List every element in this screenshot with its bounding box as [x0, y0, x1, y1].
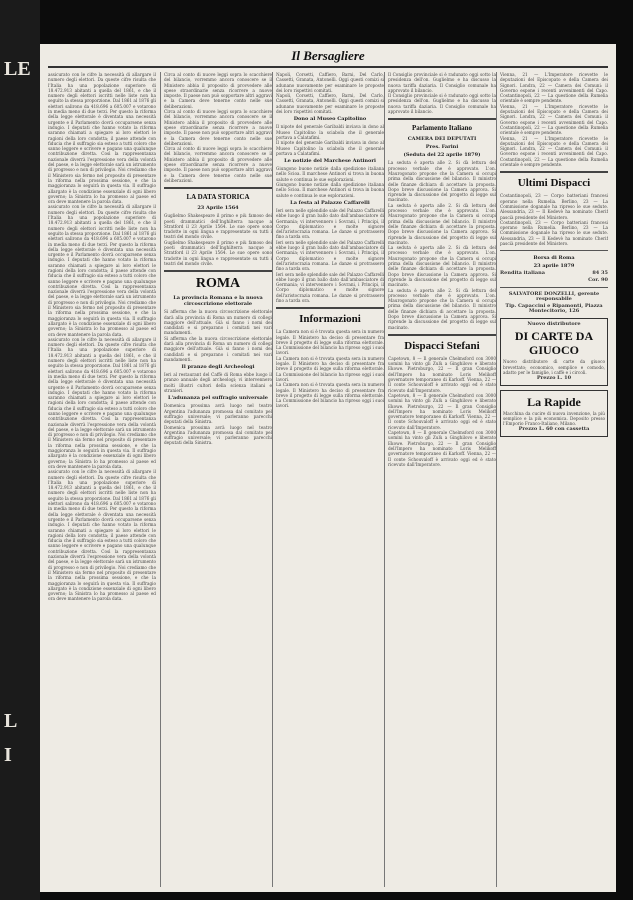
roma-headline: Il pranzo degli Archeologi [181, 364, 255, 371]
article-body: Il nipote del generale Garibaldi inviava in dono al Museo Capitolino la sciabola che il generale portava a Calatafimi. [276, 124, 384, 140]
storica-date: 23 Aprile 1564 [197, 205, 239, 212]
ultimi-dispacci-title: Ultimi Dispacci [517, 177, 591, 190]
borsa-title: Borsa di Roma [533, 255, 575, 262]
article-body: Ieri sera nelle splendide sale del Palazzo Caffarelli ebbe luogo il gran ballo dato dall'ambasciatore di Germania; vi intervennero i Sovrani, i Principi, il Corpo diplomatico e molte signore dell'aristocrazia romana. Le danze si protrassero fino a tarda ora. [276, 239, 384, 272]
advert-body: Macchina da cucire di nuova invenzione, la più semplice e la più economica. Deposito presso l'Emporio Franco-Italiano, Milano. [503, 410, 605, 427]
article-body: Circa al conto di nuove leggi sopra lo scacchiere del bilancio, vorremmo ancora conoscere se il Ministero abbia il proposito di provvedere alle spese straordinarie senza ricorrere a nuove imposte. Il paese non può sopportare altri aggravi e la Camera deve tenerne conto nelle sue deliberazioni. [164, 109, 272, 146]
article-body: Il Consiglio provinciale si è radunato oggi sotto la presidenza dell'on. Guglielmo e ha discusso la nuova tariffa daziaria. Il Consiglio comunale ha approvato il bilancio. [388, 72, 496, 93]
article-body: Ieri sera nelle splendide sale del Palazzo Caffarelli ebbe luogo il gran ballo dato dall'ambasciatore di Germania; vi intervennero i Sovrani, i Principi, il Corpo diplomatico e molte signore dell'aristocrazia romana. Le danze si protrassero fino a tarda ora. [276, 207, 384, 240]
advert-rapide [500, 390, 608, 437]
article-body: Il Consiglio provinciale si è radunato oggi sotto la presidenza dell'on. Guglielmo e ha discusso la nuova tariffa daziaria. Il Consiglio comunale ha approvato il bilancio. [388, 93, 496, 115]
roma-body: Si afferma che la nuova circoscrizione elettorale darà alla provincia di Roma un numero di collegi maggiore dell'attuale. Già si fanno i nomi dei candidati e si preparano i comitati nei vari mandamenti. [164, 335, 272, 362]
column-rule [384, 72, 385, 887]
article-body: Vienna, 21 — L'Imperatore ricevette le deputazioni del Episcopato e della Camera dei Signori. Londra, 22 — Camera dei Comuni: il Governo espone i recenti avvenimenti del Capo. Costantinopoli, 22 — La questione della Rumelia orientale è sempre pendente. [500, 135, 608, 168]
article-body: Il nipote del generale Garibaldi inviava in dono al Museo Capitolino la sciabola che il generale portava a Calatafimi. [276, 140, 384, 156]
advert-price: Prezzo L. 60 con cassetta [518, 426, 590, 433]
article-body: Vienna, 21 — L'Imperatore ricevette le deputazioni del Episcopato e della Camera dei Signori. Londra, 22 — Camera dei Comuni: il Governo espone i recenti avvenimenti del Capo. Costantinopoli, 22 — La questione della Rumelia orientale è sempre pendente. [500, 103, 608, 136]
edge-fragment: I [4, 744, 12, 766]
advert-pre: Nuovo distributore [527, 321, 581, 328]
advert-headline: DI CARTE DA GIUOCO [514, 329, 594, 358]
article-body: Giungono buone notizie dalla spedizione italiana nello Scioa. Il marchese Antinori si trova in buona salute e continua le sue esplorazioni. [276, 182, 384, 198]
column-rule [272, 72, 273, 887]
roma-body: Domenica prossima avrà luogo nel teatro Argentina l'adunanza promossa dal comitato pel suffragio universale; vi parleranno parecchi deputati della Sinistra. [164, 424, 272, 446]
article-body: assicurato con le cifre la necessità di allargare il numero degli elettori. Da queste cifre risulta che l'Italia ha una popolazione superiore di 18.472.913 abitanti a quella del 1861, e che il numero degli elettori iscritti nelle liste non ha seguito la stessa proporzione. Dal 1861 al 1876 gli elettori salirono da 418.696 a 605.007 e votarono in media meno di due terzi. Per questo la riforma della legge elettorale è diventata una necessità urgente e il Parlamento dovrà occuparsene senza indugio. I deputati che hanno votato la riforma saranno chiamati a spiegare ai loro elettori le ragioni della loro condotta; il paese attende con fiducia che il suffragio sia esteso a tutti coloro che sanno leggere e scrivere e pagano una qualunque contribuzione diretta. Così la rappresentanza nazionale diverrà l'espressione vera della volontà del paese, e la legge elettorale sarà un istrumento di progresso e non di privilegio. Noi crediamo che il Ministero sia fermo nel proposito di presentare la riforma nella prossima sessione, e che la maggioranza lo seguirà in questa via. Il suffragio allargato è la condizione essenziale di ogni libero governo; la Sinistra lo ha promesso al paese ed ora deve mantenere la parola data. [48, 336, 156, 469]
column-rule [160, 72, 161, 887]
parliament-body: La seduta è aperta alle 2. Si dà lettura del processo verbale che è approvato. L'on. Maurogonato propone che la Camera si occupi prima della discussione del bilancio. Il ministro delle finanze dichiara di accettare la proposta. Dopo breve discussione la Camera approva. Si riprende la discussione del progetto di legge sul macinato. [388, 160, 496, 203]
article-body: Giungono buone notizie dalla spedizione italiana nello Scioa. Il marchese Antinori si trova in buona salute e continua le sue esplorazioni. [276, 166, 384, 182]
article-headline: La festa al Palazzo Caffarelli [290, 199, 370, 206]
column-3 [276, 72, 384, 887]
roma-headline: L'adunanza pel suffragio universale [168, 395, 268, 402]
section-rule [164, 270, 272, 272]
ultimi-body: Costantinopoli, 23 — Corpo batteriani francesi operano nella Rumelia. Berlino, 23 — La Commissione doganale ha ripreso le sue sedute. Alessandria, 23 — Il Kedevè ha nominato Cherif pascià presidente del Ministero. [500, 193, 608, 220]
section-rule [388, 334, 496, 336]
column-4 [388, 72, 496, 887]
storica-body: Guglielmo Shakespeare il primo e più famoso dei poeti drammatici dell'Inghilterra nacque a Stratford il 23 Aprile 1564. Le sue opere sono tradotte in ogni lingua e rappresentate su tutti i teatri del mondo civile. [164, 213, 272, 240]
informazioni-body: La Camera non si è trovata questa sera in numero legale. Il Ministero ha deciso di presentare fra breve il progetto di legge sulla riforma elettorale. La Commissione del bilancio ha ripreso oggi i suoi lavori. [276, 355, 384, 382]
parliament-body: La seduta è aperta alle 2. Si dà lettura del processo verbale che è approvato. L'on. Maurogonato propone che la Camera si occupi prima della discussione del bilancio. Il ministro delle finanze dichiara di accettare la proposta. Dopo breve discussione la Camera approva. Si riprende la discussione del progetto di legge sul macinato. [388, 202, 496, 245]
dispacci-stefani-title: Dispacci Stefani [404, 339, 480, 352]
borsa-quote-cor [500, 278, 608, 283]
borsa-value: 84 35 [592, 270, 608, 277]
article-body: assicurato con le cifre la necessità di allargare il numero degli elettori. Da queste cifre risulta che l'Italia ha una popolazione superiore di 18.472.913 abitanti a quella del 1861, e che il numero degli elettori iscritti nelle liste non ha seguito la stessa proporzione. Dal 1861 al 1876 gli elettori salirono da 418.696 a 605.007 e votarono in media meno di due terzi. Per questo la riforma della legge elettorale è diventata una necessità urgente e il Parlamento dovrà occuparsene senza indugio. I deputati che hanno votato la riforma saranno chiamati a spiegare ai loro elettori le ragioni della loro condotta; il paese attende con fiducia che il suffragio sia esteso a tutti coloro che sanno leggere e scrivere e pagano una qualunque contribuzione diretta. Così la rappresentanza nazionale diverrà l'espressione vera della volontà del paese, e la legge elettorale sarà un istrumento di progresso e non di privilegio. Noi crediamo che il Ministero sia fermo nel proposito di presentare la riforma nella prossima sessione, e che la maggioranza lo seguirà in questa via. Il suffragio allargato è la condizione essenziale di ogni libero governo; la Sinistra lo ha promesso al paese ed ora deve mantenere la parola data. [48, 72, 156, 205]
section-rule [500, 250, 608, 251]
informazioni-body: La Camera non si è trovata questa sera in numero legale. Il Ministero ha deciso di presentare fra breve il progetto di legge sulla riforma elettorale. La Commissione del bilancio ha ripreso oggi i suoi lavori. [276, 329, 384, 356]
parliament-date: (Seduta del 22 aprile 1879) [403, 152, 481, 159]
storica-body: Guglielmo Shakespeare il primo e più famoso dei poeti drammatici dell'Inghilterra nacque a Stratford il 23 Aprile 1564. Le sue opere sono tradotte in ogni lingua e rappresentate su tutti i teatri del mondo civile. [164, 239, 272, 266]
parliament-president: Pres. Farini [425, 144, 459, 151]
advert-headline: La Rapide [527, 394, 581, 409]
roma-body: Domenica prossima avrà luogo nel teatro Argentina l'adunanza promossa dal comitato pel suffragio universale; vi parleranno parecchi deputati della Sinistra. [164, 403, 272, 425]
advert-carte [500, 318, 608, 385]
edge-fragment: L [4, 710, 18, 732]
borsa-quote [500, 271, 608, 276]
adjacent-page-edge [0, 0, 40, 900]
article-body: Circa al conto di nuove leggi sopra lo scacchiere del bilancio, vorremmo ancora conoscere se il Ministero abbia il proposito di provvedere alle spese straordinarie senza ricorrere a nuove imposte. Il paese non può sopportare altri aggravi e la Camera deve tenerne conto nelle sue deliberazioni. [164, 146, 272, 183]
article-body: Ieri sera nelle splendide sale del Palazzo Caffarelli ebbe luogo il gran ballo dato dall'ambasciatore di Germania; vi intervennero i Sovrani, i Principi, il Corpo diplomatico e molte signore dell'aristocrazia romana. Le danze si protrassero fino a tarda ora. [276, 271, 384, 303]
parliament-subtitle: CAMERA DEI DEPUTATI [407, 136, 477, 143]
section-rule [500, 287, 608, 288]
roma-body: Si afferma che la nuova circoscrizione elettorale darà alla provincia di Roma un numero di collegi maggiore dell'attuale. Già si fanno i nomi dei candidati e si preparano i comitati nei vari mandamenti. [164, 309, 272, 336]
storica-title: LA DATA STORICA [186, 193, 250, 202]
advert-body: Nuovo distributore di carte da giuoco brevettato; economico, semplice e comodo, adatto per le famiglie, i caffè e i circoli. [503, 359, 605, 375]
column-1 [48, 72, 156, 887]
column-5 [500, 72, 608, 887]
gerente-line: SALVATORE DONZELLI, gerente responsabile [508, 290, 600, 303]
parliament-body: La seduta è aperta alle 2. Si dà lettura del processo verbale che è approvato. L'on. Maurogonato propone che la Camera si occupi prima della discussione del bilancio. Il ministro delle finanze dichiara di accettare la proposta. Dopo breve discussione la Camera approva. Si riprende la discussione del progetto di legge sul macinato. [388, 287, 496, 330]
dispacci-body: Capetown, 8 — Il generale Chelmsford con 3000 uomini ha vinto gli Zulù a Ginghilovo e liberato Ekowe. Pietroburgo, 22 — Il gran Consiglio dell'Impero ha nominato Loris Melikoff governatore temporaneo di Karkoff. Vienna, 22 — Il conte Schouvaloff è arrivato oggi ed è stato ricevuto dall'Imperatore. [388, 430, 496, 467]
printer-line: Tip. Capaccini e Ripamonti, Piazza Montecitorio, 126 [505, 302, 603, 314]
edge-fragment: LE [4, 58, 31, 80]
section-rule [276, 307, 384, 309]
borsa-cor: Cor. 90 [588, 276, 608, 283]
article-headline: Dono al Museo Capitolino [293, 116, 367, 123]
borsa-date: 23 aprile 1879 [533, 263, 575, 270]
article-body: Napoli, Corsetti, Caffiero, Barni, Del Carlo, Cassetti, Granata, Antonelli. Oggi questi comizi si adunano nuovamente per esaminare le proposte dei loro rispettivi comitati. [276, 72, 384, 93]
masthead-rule [48, 66, 608, 68]
newspaper-page [40, 44, 616, 892]
informazioni-title: Informazioni [299, 313, 361, 326]
section-rule [388, 118, 496, 120]
parliament-title: Parlamento Italiano [411, 124, 473, 133]
parliament-body: La seduta è aperta alle 2. Si dà lettura del processo verbale che è approvato. L'on. Maurogonato propone che la Camera si occupi prima della discussione del bilancio. Il ministro delle finanze dichiara di accettare la proposta. Dopo breve discussione la Camera approva. Si riprende la discussione del progetto di legge sul macinato. [388, 245, 496, 288]
article-headline: Le notizie del Marchese Antinori [284, 158, 376, 165]
article-body: assicurato con le cifre la necessità di allargare il numero degli elettori. Da queste cifre risulta che l'Italia ha una popolazione superiore di 18.472.913 abitanti a quella del 1861, e che il numero degli elettori iscritti nelle liste non ha seguito la stessa proporzione. Dal 1861 al 1876 gli elettori salirono da 418.696 a 605.007 e votarono in media meno di due terzi. Per questo la riforma della legge elettorale è diventata una necessità urgente e il Parlamento dovrà occuparsene senza indugio. I deputati che hanno votato la riforma saranno chiamati a spiegare ai loro elettori le ragioni della loro condotta; il paese attende con fiducia che il suffragio sia esteso a tutti coloro che sanno leggere e scrivere e pagano una qualunque contribuzione diretta. Così la rappresentanza nazionale diverrà l'espressione vera della volontà del paese, e la legge elettorale sarà un istrumento di progresso e non di privilegio. Noi crediamo che il Ministero sia fermo nel proposito di presentare la riforma nella prossima sessione, e che la maggioranza lo seguirà in questa via. Il suffragio allargato è la condizione essenziale di ogni libero governo; la Sinistra lo ha promesso al paese ed ora deve mantenere la parola data. [48, 469, 156, 602]
roma-headline: La provincia Romana e la nuova circoscrizione elettorale [173, 295, 263, 308]
article-body: Circa al conto di nuove leggi sopra lo scacchiere del bilancio, vorremmo ancora conoscere se il Ministero abbia il proposito di provvedere alle spese straordinarie senza ricorrere a nuove imposte. Il paese non può sopportare altri aggravi e la Camera deve tenerne conto nelle sue deliberazioni. [164, 72, 272, 109]
advert-price: Prezzo L. 10 [536, 375, 572, 382]
column-rule [496, 72, 497, 887]
column-2 [164, 72, 272, 887]
article-body: Vienna, 21 — L'Imperatore ricevette le deputazioni del Episcopato e della Camera dei Signori. Londra, 22 — Camera dei Comuni: il Governo espone i recenti avvenimenti del Capo. Costantinopoli, 22 — La questione della Rumelia orientale è sempre pendente. [500, 72, 608, 104]
article-body: Napoli, Corsetti, Caffiero, Barni, Del Carlo, Cassetti, Granata, Antonelli. Oggi questi comizi si adunano nuovamente per esaminare le proposte dei loro rispettivi comitati. [276, 93, 384, 115]
roma-title: ROMA [195, 276, 241, 292]
informazioni-body: La Camera non si è trovata questa sera in numero legale. Il Ministero ha deciso di presentare fra breve il progetto di legge sulla riforma elettorale. La Commissione del bilancio ha ripreso oggi i suoi lavori. [276, 382, 384, 409]
section-rule [500, 171, 608, 173]
article-body: assicurato con le cifre la necessità di allargare il numero degli elettori. Da queste cifre risulta che l'Italia ha una popolazione superiore di 18.472.913 abitanti a quella del 1861, e che il numero degli elettori iscritti nelle liste non ha seguito la stessa proporzione. Dal 1861 al 1876 gli elettori salirono da 418.696 a 605.007 e votarono in media meno di due terzi. Per questo la riforma della legge elettorale è diventata una necessità urgente e il Parlamento dovrà occuparsene senza indugio. I deputati che hanno votato la riforma saranno chiamati a spiegare ai loro elettori le ragioni della loro condotta; il paese attende con fiducia che il suffragio sia esteso a tutti coloro che sanno leggere e scrivere e pagano una qualunque contribuzione diretta. Così la rappresentanza nazionale diverrà l'espressione vera della volontà del paese, e la legge elettorale sarà un istrumento di progresso e non di privilegio. Noi crediamo che il Ministero sia fermo nel proposito di presentare la riforma nella prossima sessione, e che la maggioranza lo seguirà in questa via. Il suffragio allargato è la condizione essenziale di ogni libero governo; la Sinistra lo ha promesso al paese ed ora deve mantenere la parola data. [48, 204, 156, 337]
section-rule [164, 187, 272, 189]
roma-body: Ieri al restaurant del Caffè di Roma ebbe luogo il pranzo annuale degli archeologi; vi intervennero molti illustri cultori della scienza italiani e stranieri. [164, 372, 272, 394]
borsa-label: Rendita italiana [500, 270, 546, 277]
dispacci-body: Capetown, 8 — Il generale Chelmsford con 3000 uomini ha vinto gli Zulù a Ginghilovo e liberato Ekowe. Pietroburgo, 22 — Il gran Consiglio dell'Impero ha nominato Loris Melikoff governatore temporaneo di Karkoff. Vienna, 22 — Il conte Schouvaloff è arrivato oggi ed è stato ricevuto dall'Imperatore. [388, 355, 496, 393]
ultimi-body: Costantinopoli, 23 — Corpo batteriani francesi operano nella Rumelia. Berlino, 23 — La Commissione doganale ha ripreso le sue sedute. Alessandria, 23 — Il Kedevè ha nominato Cherif pascià presidente del Ministero. [500, 219, 608, 247]
dispacci-body: Capetown, 8 — Il generale Chelmsford con 3000 uomini ha vinto gli Zulù a Ginghilovo e liberato Ekowe. Pietroburgo, 22 — Il gran Consiglio dell'Impero ha nominato Loris Melikoff governatore temporaneo di Karkoff. Vienna, 22 — Il conte Schouvaloff è arrivato oggi ed è stato ricevuto dall'Imperatore. [388, 392, 496, 430]
masthead: Il Bersagliere [291, 48, 365, 63]
